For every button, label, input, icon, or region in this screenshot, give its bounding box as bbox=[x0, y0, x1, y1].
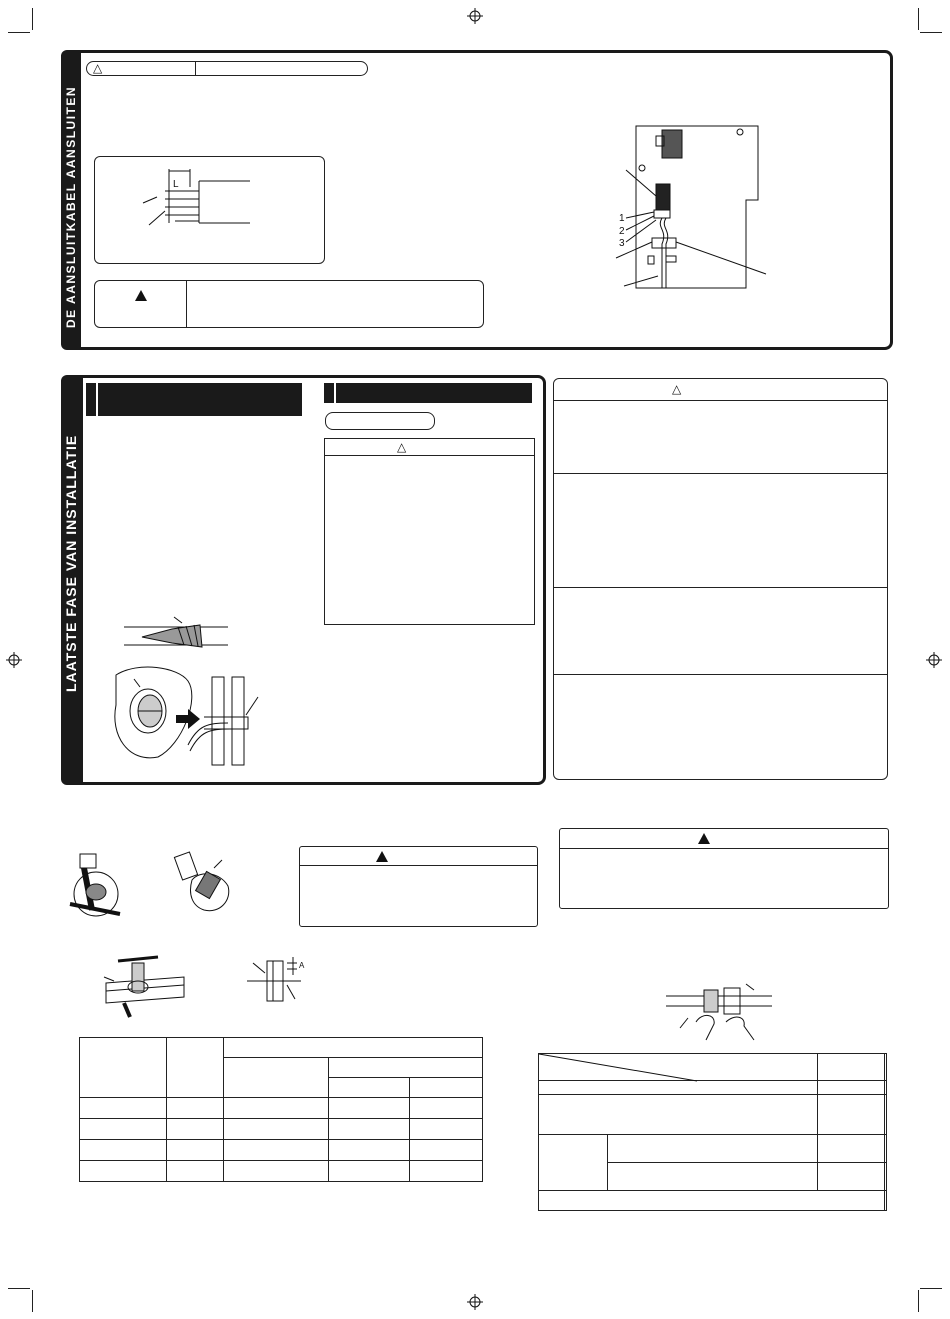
wire-strip-illustration bbox=[95, 157, 324, 263]
pipe-cutter-illustration bbox=[66, 850, 126, 920]
flaring-caution-box bbox=[299, 846, 538, 927]
wiring-warning-box bbox=[94, 280, 484, 328]
registration-mark-icon-right bbox=[926, 652, 942, 668]
warning-triangle-icon bbox=[376, 851, 388, 862]
registration-mark-icon-left bbox=[6, 652, 22, 668]
terminal-number-2: 2 bbox=[619, 226, 625, 237]
caution-triangle-icon: △ bbox=[672, 382, 682, 396]
final-label-pill bbox=[325, 412, 435, 430]
registration-mark-icon-bottom bbox=[467, 1294, 483, 1310]
terminal-number-1: 1 bbox=[619, 213, 625, 224]
warning-triangle-icon bbox=[698, 833, 710, 844]
torque-table bbox=[538, 1053, 887, 1211]
wall-sleeve-illustration bbox=[108, 665, 268, 765]
flare-dimension-illustration bbox=[247, 955, 307, 1005]
final-section-title: LAATSTE FASE VAN INSTALLATIE bbox=[63, 434, 79, 692]
caution-triangle-icon: △ bbox=[397, 440, 407, 454]
wrench-tightening-illustration bbox=[666, 982, 776, 1042]
final-subheader-left bbox=[86, 383, 302, 416]
registration-mark-icon-top bbox=[467, 8, 483, 24]
dimension-label-a: A bbox=[299, 961, 305, 970]
flaring-tool-illustration bbox=[100, 955, 190, 1025]
reamer-illustration bbox=[170, 850, 240, 920]
final-subheader-right bbox=[324, 383, 532, 403]
connection-caution-box bbox=[559, 828, 889, 909]
flare-dimensions-table bbox=[79, 1037, 483, 1182]
wiring-section-title: DE AANSLUITKABEL AANSLUITEN bbox=[64, 85, 78, 328]
cable-taping-illustration bbox=[122, 615, 232, 655]
wiring-warning-pill bbox=[86, 61, 368, 76]
warning-triangle-icon bbox=[135, 290, 147, 301]
length-label-l: L bbox=[173, 179, 179, 190]
terminal-number-3: 3 bbox=[619, 238, 625, 249]
warnings-panel bbox=[553, 378, 888, 780]
final-caution-box bbox=[324, 438, 535, 625]
caution-triangle-icon: △ bbox=[93, 61, 103, 75]
terminal-board-illustration bbox=[612, 118, 772, 288]
wire-strip-diagram-box bbox=[94, 156, 325, 264]
